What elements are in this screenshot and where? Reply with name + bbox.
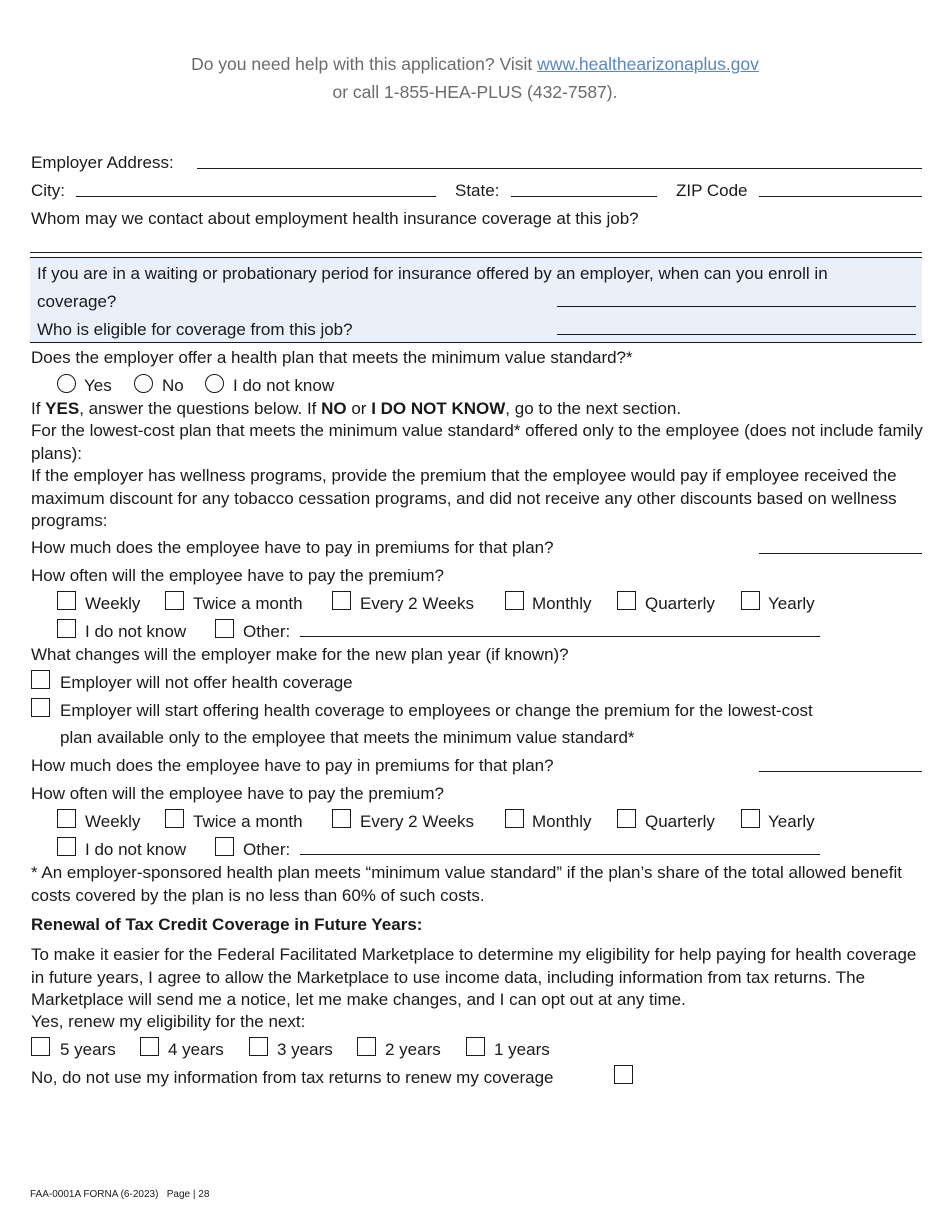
freq1-yearly-label: Yearly	[768, 594, 815, 613]
freq1-twice-month-label: Twice a month	[193, 594, 303, 613]
renew-5-years-checkbox[interactable]	[31, 1037, 50, 1056]
freq2-twice-month-checkbox[interactable]	[165, 809, 184, 828]
contact-question: Whom may we contact about employment health insurance coverage at this job?	[31, 209, 639, 228]
freq1-dont-know-checkbox[interactable]	[57, 619, 76, 638]
renew-1-years-checkbox[interactable]	[466, 1037, 485, 1056]
freq2-other-checkbox[interactable]	[215, 837, 234, 856]
freq1-quarterly-checkbox[interactable]	[617, 591, 636, 610]
mvs-no-label: No	[162, 376, 184, 395]
premium-frequency-question-2: How often will the employee have to pay the premium?	[31, 784, 444, 803]
renewal-no-label: No, do not use my information from tax returns to renew my coverage	[31, 1068, 554, 1087]
freq2-other-field[interactable]	[300, 854, 820, 855]
mvs-dont-know-label: I do not know	[233, 376, 335, 395]
waiting-question-cont: coverage?	[37, 292, 117, 311]
instr-or: or	[346, 399, 372, 418]
instr-if: If	[31, 399, 46, 418]
instr-dnk: I DO NOT KNOW	[371, 399, 506, 418]
employer-address-label: Employer Address:	[31, 153, 174, 172]
freq1-other-label: Other:	[243, 622, 291, 641]
freq2-monthly-checkbox[interactable]	[505, 809, 524, 828]
premium-amount-question-2: How much does the employee have to pay in premiums for that plan?	[31, 756, 554, 775]
renew-4-years-checkbox[interactable]	[140, 1037, 159, 1056]
eligible-field[interactable]	[557, 334, 916, 335]
changes-question: What changes will the employer make for the new plan year (if known)?	[31, 645, 569, 664]
renew-5-years-label: 5 years	[60, 1040, 116, 1059]
enroll-date-field[interactable]	[557, 306, 916, 307]
help-link[interactable]: www.healthearizonaplus.gov	[537, 54, 759, 74]
freq2-every-2-weeks-checkbox[interactable]	[332, 809, 351, 828]
start-coverage-label-cont: plan available only to the employee that meets the minimum value standard*	[60, 728, 635, 747]
renew-1-years-label: 1 years	[494, 1040, 550, 1059]
freq2-every-2-weeks-label: Every 2 Weeks	[360, 812, 475, 831]
premium-amount-field-1[interactable]	[759, 553, 922, 554]
freq1-every-2-weeks-checkbox[interactable]	[332, 591, 351, 610]
freq1-weekly-label: Weekly	[85, 594, 141, 613]
renew-3-years-checkbox[interactable]	[249, 1037, 268, 1056]
freq2-yearly-label: Yearly	[768, 812, 815, 831]
freq1-twice-month-checkbox[interactable]	[165, 591, 184, 610]
mvs-footnote: * An employer-sponsored health plan meets “minimum value standard” if the plan’s share of the total allowed benefit costs covered by the plan is no less than 60% of such costs.	[31, 863, 902, 905]
city-label: City:	[31, 181, 65, 200]
freq2-monthly-label: Monthly	[532, 812, 592, 831]
freq1-quarterly-label: Quarterly	[645, 594, 715, 613]
renew-3-years-label: 3 years	[277, 1040, 333, 1059]
state-field[interactable]	[511, 196, 657, 197]
renew-2-years-label: 2 years	[385, 1040, 441, 1059]
page-footer	[30, 1189, 209, 1200]
premium-amount-question-1: How much does the employee have to pay in premiums for that plan?	[31, 538, 554, 557]
start-coverage-label: Employer will start offering health coverage to employees or change the premium for the lowest-cost	[60, 701, 813, 720]
freq1-weekly-checkbox[interactable]	[57, 591, 76, 610]
freq1-yearly-checkbox[interactable]	[741, 591, 760, 610]
no-coverage-checkbox[interactable]	[31, 670, 50, 689]
freq1-monthly-label: Monthly	[532, 594, 592, 613]
city-field[interactable]	[76, 196, 436, 197]
freq2-weekly-label: Weekly	[85, 812, 141, 831]
mvs-instructions	[31, 398, 681, 420]
freq2-yearly-checkbox[interactable]	[741, 809, 760, 828]
freq2-quarterly-checkbox[interactable]	[617, 809, 636, 828]
mvs-no-radio[interactable]	[134, 374, 153, 393]
state-label: State:	[455, 181, 500, 200]
employer-address-field[interactable]	[197, 168, 922, 169]
form-id: FAA-0001A FORNA (6-2023)	[30, 1189, 159, 1200]
mvs-question: Does the employer offer a health plan that meets the minimum value standard?*	[31, 348, 633, 367]
eligible-question: Who is eligible for coverage from this job?	[37, 320, 353, 339]
start-coverage-checkbox[interactable]	[31, 698, 50, 717]
help-line-2: or call 1-855-HEA-PLUS (432-7587).	[332, 82, 618, 102]
instr-end: , go to the next section.	[505, 399, 682, 418]
lowest-cost-text: For the lowest-cost plan that meets the minimum value standard* offered only to the employee (does not include family plans):	[31, 421, 923, 463]
renewal-no-checkbox[interactable]	[614, 1065, 633, 1084]
freq2-dont-know-label: I do not know	[85, 840, 187, 859]
freq1-other-field[interactable]	[300, 636, 820, 637]
renewal-body: To make it easier for the Federal Facilitated Marketplace to determine my eligibility for help paying for health coverage in future years, I agree to allow the Marketplace to use income data, including information from tax returns. The Marketplace will send me a notice, let me make changes, and I can opt out at any time.	[31, 945, 917, 1009]
mvs-yes-radio[interactable]	[57, 374, 76, 393]
renewal-yes-label: Yes, renew my eligibility for the next:	[31, 1012, 306, 1031]
renew-4-years-label: 4 years	[168, 1040, 224, 1059]
premium-frequency-question-1: How often will the employee have to pay the premium?	[31, 566, 444, 585]
freq2-quarterly-label: Quarterly	[645, 812, 715, 831]
freq1-every-2-weeks-label: Every 2 Weeks	[360, 594, 475, 613]
help-text: Do you need help with this application? Visit	[191, 54, 538, 74]
wellness-text: If the employer has wellness programs, provide the premium that the employee would pay if employee received the maximum discount for any tobacco cessation programs, and did not receive any other discounts based on wellness programs:	[31, 466, 897, 530]
freq2-other-label: Other:	[243, 840, 291, 859]
help-line-1	[0, 50, 950, 78]
renewal-heading: Renewal of Tax Credit Coverage in Future Years:	[31, 915, 423, 934]
instr-mid: , answer the questions below. If	[79, 399, 322, 418]
waiting-question: If you are in a waiting or probationary period for insurance offered by an employer, when can you enroll in	[37, 264, 828, 283]
zip-field[interactable]	[759, 196, 922, 197]
zip-label: ZIP Code	[676, 181, 748, 200]
freq2-weekly-checkbox[interactable]	[57, 809, 76, 828]
page-number: Page | 28	[166, 1189, 210, 1200]
contact-field[interactable]	[30, 252, 922, 253]
freq2-twice-month-label: Twice a month	[193, 812, 303, 831]
mvs-dont-know-radio[interactable]	[205, 374, 224, 393]
instr-no: NO	[321, 399, 347, 418]
freq2-dont-know-checkbox[interactable]	[57, 837, 76, 856]
no-coverage-label: Employer will not offer health coverage	[60, 673, 353, 692]
freq1-monthly-checkbox[interactable]	[505, 591, 524, 610]
instr-yes: YES	[45, 399, 80, 418]
freq1-dont-know-label: I do not know	[85, 622, 187, 641]
mvs-yes-label: Yes	[84, 376, 112, 395]
freq1-other-checkbox[interactable]	[215, 619, 234, 638]
renew-2-years-checkbox[interactable]	[357, 1037, 376, 1056]
premium-amount-field-2[interactable]	[759, 771, 922, 772]
